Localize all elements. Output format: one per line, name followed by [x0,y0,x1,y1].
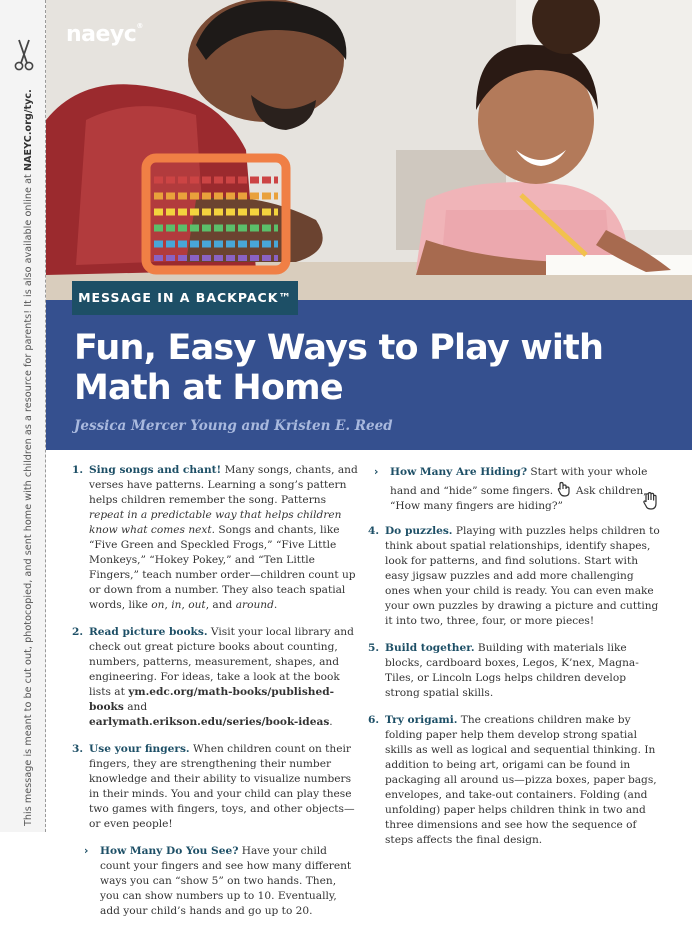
item-emphasis: around [235,599,274,611]
item-number: 5. [368,642,380,654]
hero-photo [46,0,692,300]
cutout-note [23,89,34,826]
sub-item-text: Have your child count your fingers and see how many different ways you can “show 5” on two hands. Then, you can show numbers up to 10. Eventually, add your child’s hands and go up to 20. [100,845,352,917]
cutout-note-url[interactable]: NAEYC.org/tyc. [23,89,34,172]
naeyc-logo [66,22,143,47]
sub-item [72,844,358,919]
cut-strip [0,0,46,832]
item-text: , [164,599,172,611]
list-item [72,742,358,832]
page-title: Fun, Easy Ways to Play with Math at Home [74,328,604,408]
sub-item-heading: How Many Are Hiding? [390,466,528,478]
right-column [368,465,660,860]
item-text: , and [205,599,236,611]
item-heading: Use your fingers. [89,743,190,755]
sub-item-text: Ask children, “How many fingers are hiding?” [390,485,647,512]
item-text: The creations children make by folding paper help them develop strong spatial skills as well as logical and sequential thinking. In addition to being art, origami can be found in packaging all around us—pizza boxes, paper bags, envelopes, and take-out containers. Folding (and unfolding) paper helps children think in two and three dimensions and see how the sequence of steps affects the final design. [385,714,657,846]
item-heading: Do puzzles. [385,525,453,537]
item-emphasis: out [188,599,206,611]
item-text: When children count on their fingers, they are strengthening their number knowledge and their ability to visualize numbers in their minds. You and your child can play these two games with fingers, toys, and other objects—or even people! [89,743,355,830]
item-number: 4. [368,525,380,537]
item-text: Playing with puzzles helps children to think about spatial relationships, identify shapes, look for patterns, and find solutions. Start with easy jigsaw puzzles and add more challenging ones when your child is ready. You can even make your own puzzles by drawing a picture and cutting it into two, three, four, or more pieces! [385,525,660,627]
item-number: 3. [72,743,84,755]
item-number: 6. [368,714,380,726]
sub-item [368,465,660,514]
sub-item-text: Start with your whole hand and “hide” some fingers. [390,466,648,497]
book-ideas-link[interactable]: earlymath.erikson.edu/series/book-ideas [89,716,330,728]
item-text: Songs and chants, like “Five Green and Speckled Frogs,” “Five Little Monkeys,” “Hokey Pokey,” and “Ten Little Fingers,” teach number order—children count up or down from a number. They also teach spatial words, like [89,524,356,611]
item-text: Many songs, chants, and verses have patterns. Learning a song’s pattern helps children remember the song. Patterns [89,464,358,506]
item-text: and [123,701,148,713]
item-text: , [181,599,189,611]
item-heading: Try origami. [385,714,458,726]
chevron-right-icon: › [84,845,89,857]
series-tab: MESSAGE IN A BACKPACK™ [72,281,298,315]
item-text: Building with materials like blocks, cardboard boxes, Legos, K’nex, Magna-Tiles, or Lincoln Logs helps children develop strong spatial skills. [385,642,639,699]
list-item [368,524,660,629]
item-heading: Sing songs and chant! [89,464,222,476]
list-item [368,641,660,701]
logo-text: naeyc [66,22,137,47]
item-emphasis: in [171,599,182,611]
item-text: . [273,599,278,611]
list-item [368,713,660,848]
item-text: Visit your local library and check out great picture books about counting, numbers, patterns, measurement, shapes, and engineering. For ideas, take a look at the book lists at [89,626,354,698]
list-item [72,625,358,730]
scissors-icon [14,38,34,72]
hero-illustration [46,0,692,300]
item-heading: Read picture books. [89,626,208,638]
left-column [72,463,358,929]
open-hand-icon [642,491,660,511]
item-heading: Build together. [385,642,475,654]
authors-line: Jessica Mercer Young and Kristen E. Reed [74,418,393,434]
list-item [72,463,358,613]
closed-hand-icon [557,480,573,498]
item-text: . [329,716,333,728]
book-list-link[interactable]: ym.edc.org/math-books/published-books [89,686,335,713]
item-number: 2. [72,626,84,638]
sub-item-heading: How Many Do You See? [100,845,239,857]
item-emphasis: on [151,599,165,611]
chevron-right-icon: › [374,466,379,478]
item-emphasis: repeat in a predictable way that helps children know what comes next. [89,509,342,536]
item-number: 1. [72,464,84,476]
logo-trademark: ® [136,22,143,30]
cutout-note-text: This message is meant to be cut out, photocopied, and sent home with children as a resource for parents! It is also available online at [23,171,34,826]
